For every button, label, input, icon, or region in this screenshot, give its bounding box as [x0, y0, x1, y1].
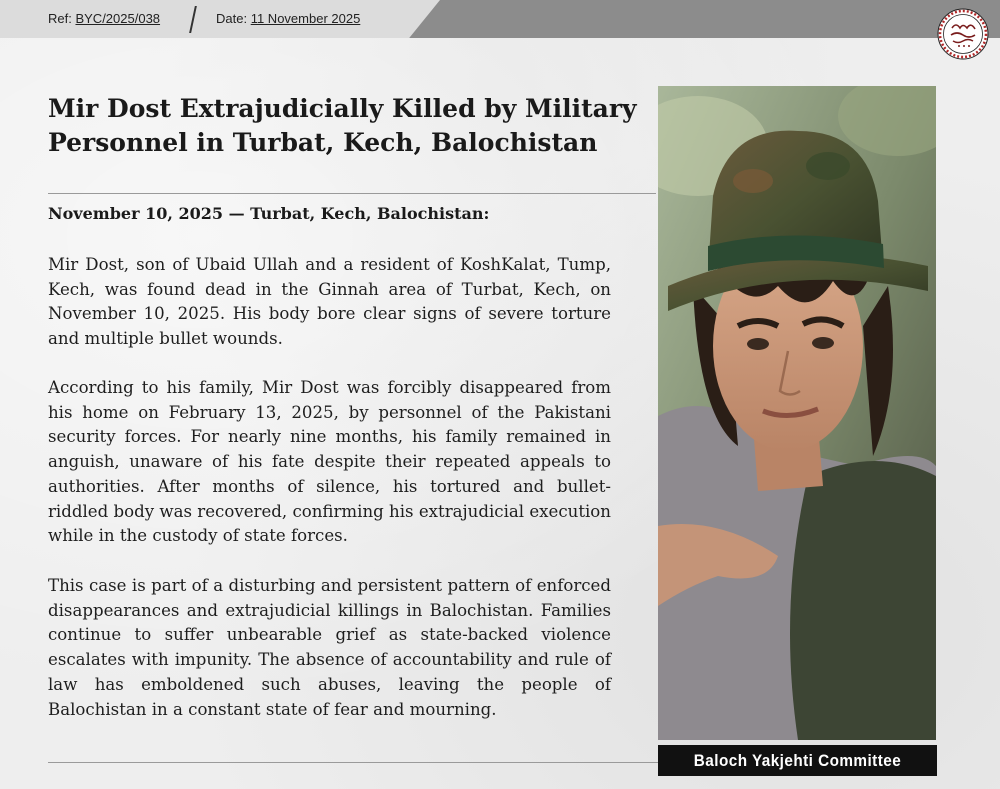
byc-logo-icon [937, 8, 989, 60]
organization-caption: Baloch Yakjehti Committee [658, 745, 937, 776]
divider-bottom [48, 762, 658, 763]
ref-value: BYC/2025/038 [75, 11, 161, 26]
divider-top [48, 193, 656, 194]
victim-portrait-photo [658, 86, 936, 740]
article-paragraph: According to his family, Mir Dost was forcibly disappeared from his home on February 13, 2025, by personnel of the Pakistani security forces. For nearly nine months, his family remained in anguish, unaware of his fate despite their repeated appeals to authorities. After months of silence, his tortured and bullet-riddled body was recovered, confirming his extrajudicial execution while in the custody of state forces. [48, 378, 611, 546]
release-date [216, 11, 360, 26]
article-paragraph: Mir Dost, son of Ubaid Ullah and a resident of KoshKalat, Tump, Kech, was found dead in the Ginnah area of Turbat, Kech, on November 10, 2025. His body bore clear signs of severe torture and multiple bullet wounds. [48, 255, 611, 349]
date-label: Date: [216, 11, 248, 26]
ref-label: Ref: [48, 11, 72, 26]
article-title: Mir Dost Extrajudicially Killed by Military Personnel in Turbat, Kech, Balochistan [48, 94, 637, 157]
reference-number [48, 11, 160, 26]
article-paragraph: This case is part of a disturbing and persistent pattern of enforced disappearances and extrajudicial killings in Balochistan. Families continue to suffer unbearable grief as state-backed violence escalates with impunity. The absence of accountability and rule of law has emboldened such abuses, leaving the people of Balochistan in a constant state of fear and mourning. [48, 576, 611, 719]
date-value: 11 November 2025 [250, 11, 361, 26]
article-dateline: November 10, 2025 — Turbat, Kech, Balochistan: [48, 204, 490, 223]
